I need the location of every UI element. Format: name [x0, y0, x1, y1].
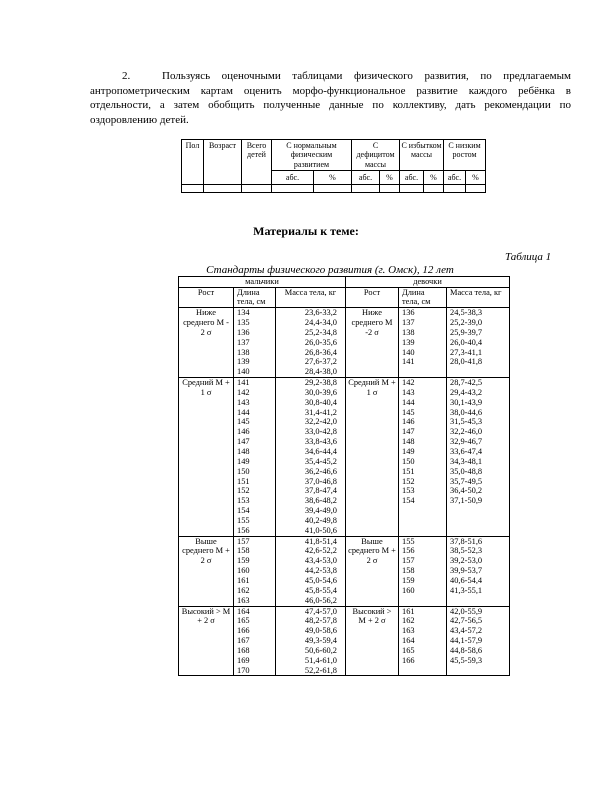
- boys-mass-cell-value: 49,0-58,6: [304, 626, 337, 636]
- girls-length-cell-value: 160: [402, 585, 415, 595]
- boys-mass-cell-value: 27,6-37,2: [304, 357, 337, 367]
- table-number: Таблица 1: [505, 251, 552, 263]
- girls-mass-cell: [447, 536, 510, 606]
- boys-length-cell-value: 154: [237, 506, 250, 516]
- boys-mass-cell-value: 49,3-59,4: [304, 636, 337, 646]
- boys-length-cell-value: 158: [237, 546, 250, 556]
- girls-length-cell-value: 164: [402, 636, 415, 646]
- summary-subheader-pct: %: [424, 171, 444, 184]
- boys-length-cell-value: 169: [237, 655, 250, 665]
- boys-length-cell-value: 144: [237, 407, 250, 417]
- summary-header-sex: Пол: [182, 140, 204, 185]
- girls-length-cell-value: 163: [402, 626, 415, 636]
- girls-length-cell-value: 165: [402, 645, 415, 655]
- girls-length-cell: [399, 536, 447, 606]
- boys-mass-cell-value: 28,4-38,0: [304, 367, 337, 377]
- standards-group-row: [179, 308, 510, 378]
- girls-mass-cell-value: 29,4-43,2: [450, 387, 483, 397]
- boys-length-cell-value: 167: [237, 636, 250, 646]
- summary-subheader-abs: абс.: [272, 171, 314, 184]
- boys-group-header: мальчики: [179, 277, 346, 288]
- boys-mass-cell-value: 25,2-34,8: [304, 327, 337, 337]
- boys-mass-cell-value: 36,2-46,6: [304, 466, 337, 476]
- girls-length-cell-value: 141: [402, 357, 415, 367]
- girls-mass-cell-value: 39,9-53,7: [450, 566, 483, 576]
- girls-mass-cell-value: 43,4-57,2: [450, 626, 483, 636]
- girls-mass-cell-value: 44,8-58,6: [450, 645, 483, 655]
- boys-length-cell-value: 150: [237, 466, 250, 476]
- girls-mass-cell-value: 26,0-40,4: [450, 337, 483, 347]
- girls-mass-cell-value: 44,1-57,9: [450, 636, 483, 646]
- boys-mass-cell-value: 26,8-36,4: [304, 347, 337, 357]
- boys-mass-cell-value: 24,4-34,0: [304, 318, 337, 328]
- girls-mass-cell-value: 39,2-53,0: [450, 556, 483, 566]
- girls-mass-cell-value: 28,0-41,8: [450, 357, 483, 367]
- boys-length-cell-value: 162: [237, 585, 250, 595]
- girls-growth-label: Ниже среднего М -2 σ: [346, 308, 399, 378]
- girls-mass-cell-value: 33,6-47,4: [450, 447, 483, 456]
- boys-mass-cell-value: 31,4-41,2: [304, 407, 337, 417]
- boys-mass-cell: [276, 378, 346, 537]
- girls-length-cell-value: 152: [402, 476, 415, 486]
- standards-group-row: [179, 536, 510, 606]
- girls-growth-label: Выше среднего М + 2 σ: [346, 536, 399, 606]
- girls-mass-cell-value: 34,3-48,1: [450, 456, 483, 466]
- girls-length-cell-value: 143: [402, 387, 415, 397]
- boys-length-cell-value: 168: [237, 645, 250, 655]
- boys-col-mass: Масса тела, кг: [276, 287, 346, 308]
- boys-mass-cell-value: 34,6-44,4: [304, 447, 337, 456]
- boys-length-cell-value: 141: [237, 378, 250, 388]
- boys-length-cell-value: 160: [237, 566, 250, 576]
- standards-table: [178, 276, 510, 676]
- girls-length-cell-value: 149: [402, 447, 415, 456]
- boys-mass-cell-value: 30,0-39,6: [304, 387, 337, 397]
- girls-length-cell-value: 137: [402, 318, 415, 328]
- boys-mass-cell-value: 26,0-35,6: [304, 337, 337, 347]
- girls-mass-cell-value: 30,1-43,9: [450, 397, 483, 407]
- boys-length-cell-value: 148: [237, 447, 250, 456]
- girls-growth-label: Средний М + 1 σ: [346, 378, 399, 537]
- girls-length-cell-value: 154: [402, 496, 415, 506]
- boys-mass-cell: [276, 606, 346, 676]
- boys-mass-cell-value: 37,0-46,8: [304, 476, 337, 486]
- girls-col-length: Длина тела, см: [399, 287, 447, 308]
- girls-length-cell-value: 147: [402, 427, 415, 437]
- girls-mass-cell-value: 42,0-55,9: [450, 606, 483, 616]
- boys-mass-cell-value: 44,2-53,8: [304, 566, 337, 576]
- girls-length-cell-value: 138: [402, 327, 415, 337]
- girls-length-cell-value: 150: [402, 456, 415, 466]
- boys-mass-cell-value: 42,6-52,2: [304, 546, 337, 556]
- girls-length-cell-value: 157: [402, 556, 415, 566]
- boys-length-cell-value: 138: [237, 347, 250, 357]
- boys-length-cell-value: 166: [237, 626, 250, 636]
- girls-growth-label: Высокий > М + 2 σ: [346, 606, 399, 676]
- summary-header-total: Всего детей: [242, 140, 272, 185]
- boys-mass-cell-value: 32,2-42,0: [304, 417, 337, 427]
- girls-col-growth: Рост: [346, 287, 399, 308]
- girls-mass-cell-value: 40,6-54,4: [450, 575, 483, 585]
- boys-length-cell-value: 153: [237, 496, 250, 506]
- girls-mass-cell-value: 41,3-55,1: [450, 585, 483, 595]
- girls-mass-cell-value: 37,1-50,9: [450, 496, 483, 506]
- boys-length-cell: [234, 606, 276, 676]
- summary-header-normal: С нормальным физическим развитием: [272, 140, 352, 171]
- girls-mass-cell: [447, 378, 510, 537]
- boys-length-cell: [234, 378, 276, 537]
- boys-mass-cell-value: 51,4-61,0: [304, 655, 337, 665]
- boys-length-cell-value: 151: [237, 476, 250, 486]
- boys-mass-cell-value: 33,8-43,6: [304, 437, 337, 447]
- boys-mass-cell-value: 37,8-47,4: [304, 486, 337, 496]
- girls-mass-cell-value: 24,5-38,3: [450, 308, 483, 318]
- summary-subheader-pct: %: [380, 171, 400, 184]
- summary-header-age: Возраст: [204, 140, 242, 185]
- girls-mass-cell-value: 25,9-39,7: [450, 327, 483, 337]
- summary-subheader-abs: абс.: [400, 171, 424, 184]
- boys-length-cell: [234, 536, 276, 606]
- summary-subheader-pct: %: [314, 171, 352, 184]
- boys-length-cell-value: 142: [237, 387, 250, 397]
- boys-length-cell-value: 143: [237, 397, 250, 407]
- girls-mass-cell-value: 32,2-46,0: [450, 427, 483, 437]
- summary-subheader-abs: абс.: [444, 171, 466, 184]
- girls-mass-cell-value: 28,7-42,5: [450, 378, 483, 388]
- girls-length-cell-value: 166: [402, 655, 415, 665]
- boys-length-cell-value: 149: [237, 456, 250, 466]
- boys-length-cell-value: 134: [237, 308, 250, 318]
- girls-group-header: девочки: [346, 277, 510, 288]
- boys-mass-cell-value: 45,0-54,6: [304, 575, 337, 585]
- boys-mass-cell-value: 33,0-42,8: [304, 427, 337, 437]
- boys-length-cell-value: 137: [237, 337, 250, 347]
- girls-mass-cell-value: 36,4-50,2: [450, 486, 483, 496]
- boys-mass-cell-value: 41,0-50,6: [304, 525, 337, 535]
- boys-length-cell-value: 163: [237, 595, 250, 605]
- boys-length-cell-value: 156: [237, 525, 250, 535]
- girls-length-cell: [399, 308, 447, 378]
- girls-mass-cell-value: 45,5-59,3: [450, 655, 483, 665]
- materials-heading: Материалы к теме:: [253, 224, 359, 238]
- girls-length-cell-value: 139: [402, 337, 415, 347]
- girls-mass-cell-value: 35,0-48,8: [450, 466, 483, 476]
- boys-mass-cell: [276, 308, 346, 378]
- boys-mass-cell-value: 29,2-38,8: [304, 378, 337, 388]
- girls-mass-cell-value: 32,9-46,7: [450, 437, 483, 447]
- boys-mass-cell-value: 30,8-40,4: [304, 397, 337, 407]
- boys-length-cell-value: 147: [237, 437, 250, 447]
- girls-mass-cell-value: 35,7-49,5: [450, 476, 483, 486]
- boys-length-cell-value: 157: [237, 536, 250, 546]
- girls-mass-cell-value: 37,8-51,6: [450, 536, 483, 546]
- summary-header-deficit: С дефицитом массы: [352, 140, 400, 171]
- boys-growth-label: Средний М + 1 σ: [179, 378, 234, 537]
- summary-header-excess: С избытком массы: [400, 140, 444, 171]
- girls-col-mass: Масса тела, кг: [447, 287, 510, 308]
- boys-length-cell-value: 136: [237, 327, 250, 337]
- task-number: 2.: [122, 70, 131, 82]
- girls-length-cell-value: 140: [402, 347, 415, 357]
- boys-mass-cell-value: 38,6-48,2: [304, 496, 337, 506]
- boys-length-cell-value: 139: [237, 357, 250, 367]
- boys-growth-label: Высокий > М + 2 σ: [179, 606, 234, 676]
- girls-length-cell: [399, 606, 447, 676]
- boys-mass-cell-value: 43,4-53,0: [304, 556, 337, 566]
- girls-length-cell-value: 158: [402, 566, 415, 576]
- summary-subheader-pct: %: [466, 171, 486, 184]
- boys-mass-cell-value: 48,2-57,8: [304, 616, 337, 626]
- girls-length-cell-value: 142: [402, 378, 415, 388]
- standards-group-row: [179, 378, 510, 537]
- girls-mass-cell-value: 27,3-41,1: [450, 347, 483, 357]
- girls-length-cell-value: 156: [402, 546, 415, 556]
- boys-length-cell-value: 152: [237, 486, 250, 496]
- standards-group-row: [179, 606, 510, 676]
- boys-length-cell-value: 165: [237, 616, 250, 626]
- girls-mass-cell-value: 38,5-52,3: [450, 546, 483, 556]
- girls-length-cell: [399, 378, 447, 537]
- boys-length-cell-value: 161: [237, 575, 250, 585]
- boys-length-cell-value: 140: [237, 367, 250, 377]
- girls-length-cell-value: 144: [402, 397, 415, 407]
- boys-length-cell-value: 155: [237, 515, 250, 525]
- boys-mass-cell-value: 41,8-51,4: [304, 536, 337, 546]
- boys-col-growth: Рост: [179, 287, 234, 308]
- table-title: Стандарты физического развития (г. Омск), 12 лет: [206, 264, 454, 276]
- task-text: Пользуясь оценочными таблицами физического развития, по предлагаемым антропометрическим картам оценить морфо-функциональное развитие каждого ребёнка в отдельности, а затем обобщить полученные данные по коллективу, дать рекомендации по оздоровлению детей.: [90, 70, 571, 126]
- boys-mass-cell-value: 52,2-61,8: [304, 665, 337, 675]
- girls-length-cell-value: 161: [402, 606, 415, 616]
- girls-length-cell-value: 145: [402, 407, 415, 417]
- boys-length-cell-value: 159: [237, 556, 250, 566]
- boys-mass-cell-value: 35,4-45,2: [304, 456, 337, 466]
- boys-mass-cell-value: 23,6-33,2: [304, 308, 337, 318]
- task-paragraph: [90, 69, 571, 127]
- girls-mass-cell-value: 31,5-45,3: [450, 417, 483, 427]
- girls-mass-cell: [447, 606, 510, 676]
- boys-growth-label: Ниже среднего М - 2 σ: [179, 308, 234, 378]
- girls-length-cell-value: 148: [402, 437, 415, 447]
- boys-mass-cell-value: 50,6-60,2: [304, 645, 337, 655]
- girls-length-cell-value: 146: [402, 417, 415, 427]
- girls-length-cell-value: 151: [402, 466, 415, 476]
- summary-empty-row: [182, 184, 486, 192]
- boys-mass-cell-value: 45,8-55,4: [304, 585, 337, 595]
- boys-length-cell-value: 135: [237, 318, 250, 328]
- boys-mass-cell: [276, 536, 346, 606]
- boys-mass-cell-value: 40,2-49,8: [304, 515, 337, 525]
- boys-mass-cell-value: 47,4-57,0: [304, 606, 337, 616]
- boys-length-cell-value: 146: [237, 427, 250, 437]
- girls-mass-cell-value: 38,0-44,6: [450, 407, 483, 417]
- boys-mass-cell-value: 39,4-49,0: [304, 506, 337, 516]
- girls-length-cell-value: 162: [402, 616, 415, 626]
- summary-header-short: С низким ростом: [444, 140, 486, 171]
- girls-length-cell-value: 155: [402, 536, 415, 546]
- girls-mass-cell: [447, 308, 510, 378]
- girls-length-cell-value: 136: [402, 308, 415, 318]
- boys-length-cell: [234, 308, 276, 378]
- girls-mass-cell-value: 42,7-56,5: [450, 616, 483, 626]
- boys-col-length: Длина тела, см: [234, 287, 276, 308]
- summary-subheader-abs: абс.: [352, 171, 380, 184]
- girls-length-cell-value: 153: [402, 486, 415, 496]
- girls-length-cell-value: 159: [402, 575, 415, 585]
- boys-growth-label: Выше среднего М + 2 σ: [179, 536, 234, 606]
- girls-mass-cell-value: 25,2-39,0: [450, 318, 483, 328]
- boys-length-cell-value: 170: [237, 665, 250, 675]
- boys-length-cell-value: 145: [237, 417, 250, 427]
- boys-length-cell-value: 164: [237, 606, 250, 616]
- summary-table: [181, 139, 486, 193]
- boys-mass-cell-value: 46,0-56,2: [304, 595, 337, 605]
